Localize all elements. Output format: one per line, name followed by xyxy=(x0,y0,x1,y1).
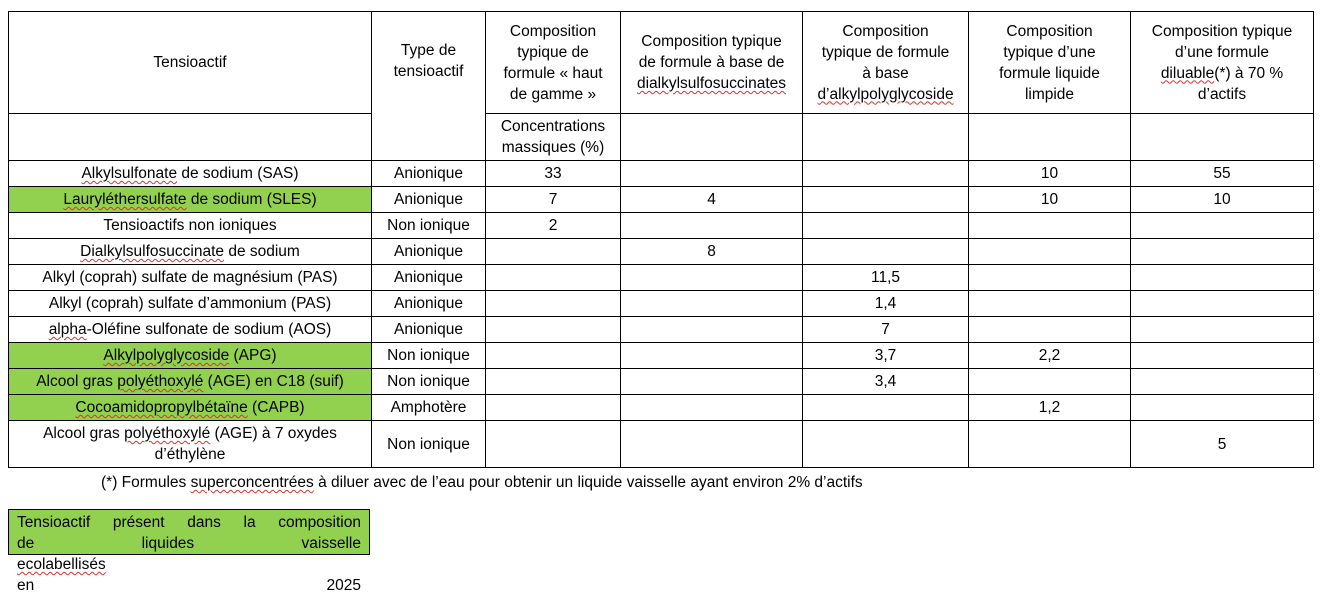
surfactant-name-cell: Alkyl (coprah) sulfate de magnésium (PAS) xyxy=(9,265,372,291)
surfactant-name-cell: Cocoamidopropylbétaïne (CAPB) xyxy=(9,395,372,421)
concentration-cell xyxy=(803,239,969,265)
surfactant-name-cell: Dialkylsulfosuccinate de sodium xyxy=(9,239,372,265)
concentration-cell xyxy=(969,265,1131,291)
surfactant-name-cell: Alkyl (coprah) sulfate d’ammonium (PAS) xyxy=(9,291,372,317)
concentration-cell: 10 xyxy=(969,187,1131,213)
header-tensioactif: Tensioactif xyxy=(9,12,372,114)
surfactant-type-cell: Non ionique xyxy=(372,369,486,395)
concentration-cell: 2,2 xyxy=(969,343,1131,369)
concentration-cell xyxy=(1131,291,1314,317)
table-row xyxy=(9,421,1314,468)
concentration-cell xyxy=(486,291,621,317)
header-col-alkylpolyglycoside: Composition typique de formule à base d’alkylpolyglycoside xyxy=(803,12,969,114)
concentration-cell: 2 xyxy=(486,213,621,239)
table-row xyxy=(9,395,1314,421)
concentration-cell xyxy=(803,421,969,468)
concentration-cell xyxy=(621,317,803,343)
concentration-cell: 7 xyxy=(803,317,969,343)
concentration-cell: 7 xyxy=(486,187,621,213)
concentration-cell xyxy=(969,421,1131,468)
subheader-empty xyxy=(803,114,969,161)
concentration-cell xyxy=(621,161,803,187)
subheader-empty xyxy=(969,114,1131,161)
concentration-cell xyxy=(621,395,803,421)
concentration-cell xyxy=(621,291,803,317)
ecolabel-legend: Tensioactif présent dans la composition de liquides vaisselle ecolabellisés en 2025 xyxy=(8,509,370,555)
subheader-empty xyxy=(1131,114,1314,161)
surfactant-name-cell: Lauryléthersulfate de sodium (SLES) xyxy=(9,187,372,213)
concentration-cell xyxy=(803,187,969,213)
surfactant-name-cell: alpha-Oléfine sulfonate de sodium (AOS) xyxy=(9,317,372,343)
surfactant-type-cell: Non ionique xyxy=(372,421,486,468)
concentration-cell xyxy=(803,395,969,421)
concentration-cell xyxy=(486,421,621,468)
concentration-cell: 10 xyxy=(1131,187,1314,213)
concentration-cell xyxy=(486,369,621,395)
subheader-concentrations: Concentrations massiques (%) xyxy=(486,114,621,161)
surfactant-name-cell: Alkylpolyglycoside (APG) xyxy=(9,343,372,369)
table-row xyxy=(9,369,1314,395)
concentration-cell xyxy=(621,369,803,395)
header-col-diluable: Composition typique d’une formule diluable(*) à 70 % d’actifs xyxy=(1131,12,1314,114)
table-row xyxy=(9,265,1314,291)
concentration-cell: 1,4 xyxy=(803,291,969,317)
concentration-cell: 10 xyxy=(969,161,1131,187)
subheader-empty xyxy=(9,114,372,161)
subheader-row xyxy=(9,114,1314,161)
surfactant-type-cell: Non ionique xyxy=(372,213,486,239)
surfactant-name-cell: Alcool gras polyéthoxylé (AGE) à 7 oxydes d’éthylène xyxy=(9,421,372,468)
surfactant-name-cell: Tensioactifs non ioniques xyxy=(9,213,372,239)
surfactant-type-cell: Anionique xyxy=(372,265,486,291)
surfactant-type-cell: Anionique xyxy=(372,187,486,213)
concentration-cell xyxy=(1131,343,1314,369)
header-type: Type de tensioactif xyxy=(372,12,486,161)
header-col-liquide-limpide: Composition typique d’une formule liquide limpide xyxy=(969,12,1131,114)
concentration-cell xyxy=(969,317,1131,343)
table-row xyxy=(9,239,1314,265)
concentration-cell: 1,2 xyxy=(969,395,1131,421)
concentration-cell: 33 xyxy=(486,161,621,187)
concentration-cell: 4 xyxy=(621,187,803,213)
surfactant-type-cell: Non ionique xyxy=(372,343,486,369)
header-row xyxy=(9,12,1314,114)
concentration-cell xyxy=(1131,213,1314,239)
surfactant-type-cell: Anionique xyxy=(372,317,486,343)
surfactant-type-cell: Anionique xyxy=(372,161,486,187)
concentration-cell xyxy=(621,213,803,239)
surfactant-composition-table xyxy=(8,11,1314,468)
table-row xyxy=(9,317,1314,343)
concentration-cell xyxy=(1131,395,1314,421)
concentration-cell xyxy=(1131,317,1314,343)
concentration-cell: 55 xyxy=(1131,161,1314,187)
surfactant-type-cell: Anionique xyxy=(372,239,486,265)
header-col-dialkylsulfosuccinates: Composition typique de formule à base de dialkylsulfosuccinates xyxy=(621,12,803,114)
concentration-cell xyxy=(486,239,621,265)
concentration-cell: 5 xyxy=(1131,421,1314,468)
concentration-cell: 8 xyxy=(621,239,803,265)
concentration-cell xyxy=(486,343,621,369)
surfactant-type-cell: Amphotère xyxy=(372,395,486,421)
surfactant-type-cell: Anionique xyxy=(372,291,486,317)
table-row xyxy=(9,187,1314,213)
concentration-cell xyxy=(486,317,621,343)
table-row xyxy=(9,161,1314,187)
concentration-cell xyxy=(1131,239,1314,265)
concentration-cell: 3,7 xyxy=(803,343,969,369)
footnote: (*) Formules superconcentrées à diluer avec de l’eau pour obtenir un liquide vaisselle ayant environ 2% d’actifs xyxy=(101,474,863,491)
surfactant-name-cell: Alkylsulfonate de sodium (SAS) xyxy=(9,161,372,187)
concentration-cell xyxy=(969,369,1131,395)
concentration-cell xyxy=(621,343,803,369)
table-row xyxy=(9,291,1314,317)
concentration-cell xyxy=(969,213,1131,239)
table-row xyxy=(9,343,1314,369)
subheader-empty xyxy=(621,114,803,161)
concentration-cell xyxy=(621,265,803,291)
table-row xyxy=(9,213,1314,239)
surfactant-name-cell: Alcool gras polyéthoxylé (AGE) en C18 (suif) xyxy=(9,369,372,395)
concentration-cell xyxy=(1131,265,1314,291)
concentration-cell xyxy=(1131,369,1314,395)
concentration-cell xyxy=(486,395,621,421)
concentration-cell xyxy=(803,161,969,187)
concentration-cell xyxy=(803,213,969,239)
header-col-haut-de-gamme: Composition typique de formule « haut de gamme » xyxy=(486,12,621,114)
concentration-cell xyxy=(486,265,621,291)
concentration-cell: 3,4 xyxy=(803,369,969,395)
concentration-cell xyxy=(969,239,1131,265)
concentration-cell: 11,5 xyxy=(803,265,969,291)
concentration-cell xyxy=(621,421,803,468)
concentration-cell xyxy=(969,291,1131,317)
